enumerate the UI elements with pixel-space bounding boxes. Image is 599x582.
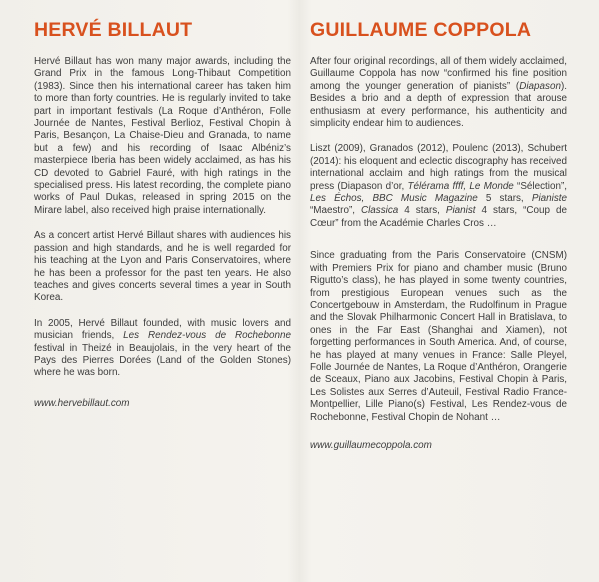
paragraph-text: In 2005, Hervé Billaut founded, with music lovers and musician friends, [34, 317, 291, 342]
press-name: Télérama ffff, Le Monde [407, 180, 514, 192]
guillaume-coppola-column [310, 18, 567, 452]
paragraph-text: 4 stars, [398, 205, 446, 217]
guillaume-coppola-bio-paragraph-1 [310, 56, 567, 130]
paragraph-text: 5 stars, [477, 193, 532, 205]
herve-billaut-website: www.hervebillaut.com [34, 397, 130, 409]
festival-name: Les Rendez-vous de Rochebonne [123, 330, 291, 342]
paragraph-text: Liszt (2009), Granados (2012), Poulenc (2013), Schubert (2014): his eloquent and eclectic discography has received international acclaim and high ratings from the musical press (Diapason d’or, [310, 143, 567, 192]
paragraph-text: festival in Theizé in Beaujolais, in the very heart of the Pays des Pierres Dorées (Land of the Golden Stones) where he was born. [34, 342, 291, 379]
paragraph-text: “Maestro”, [310, 205, 361, 217]
herve-billaut-bio-paragraph-2: As a concert artist Hervé Billaut shares with audiences his passion and high standards, and he is well regarded for his teaching at the Lyon and Paris Conservatoires, where he has been a professor for the past ten years. He also teaches and gives concerts several times a year in South Korea. [34, 230, 291, 304]
press-name: Classica [360, 205, 399, 217]
paragraph-text: “Sélection”, [513, 180, 567, 192]
press-name: Les Échos, BBC Music Magazine [310, 193, 478, 205]
herve-billaut-bio-paragraph-3 [34, 318, 291, 380]
magazine-name: Diapason [519, 80, 561, 92]
herve-billaut-column [34, 18, 291, 410]
paragraph-text: After four original recordings, all of them widely acclaimed, Guillaume Coppola has now “confirmed his fine position among the younger generation of pianists” ( [310, 56, 567, 92]
guillaume-coppola-bio-paragraph-2 [310, 143, 567, 230]
paragraph-text: ). Besides a brio and a depth of expression that arouse enthusiasm at every performance, his authenticity and simplicity endear him to audiences. [310, 80, 567, 130]
guillaume-coppola-heading: GUILLAUME COPPOLA [310, 19, 532, 41]
guillaume-coppola-website: www.guillaumecoppola.com [310, 439, 432, 451]
herve-billaut-heading: HERVÉ BILLAUT [34, 19, 193, 41]
herve-billaut-bio-paragraph-1: Hervé Billaut has won many major awards, including the Grand Prix in the famous Long-Thibaut Competition (1983). Since then his international career has taken him to more than forty countries. He is regularly invited to take part in important festivals (La Roque d’Anthéron, Folle Journée de Nantes, Festival Berlioz, Festival Chopin à Paris, Besançon, La Chaise-Dieu and Granada, to name but a few) and his recording of Isaac Albéniz’s masterpiece Iberia has been widely acclaimed, as has his CD devoted to Gabriel Fauré, with high ratings in the specialised press. His latest recording, the complete piano works of Paul Dukas, released in spring 2015 on the Mirare label, also received high praise internationally. [34, 56, 291, 216]
press-name: Pianiste [531, 193, 567, 205]
paragraph-text: 4 stars, “Coup de Cœur” from the Académie Charles Cros … [310, 205, 567, 229]
press-name: Pianist [445, 205, 476, 217]
guillaume-coppola-bio-paragraph-3: Since graduating from the Paris Conservatoire (CNSM) with Premiers Prix for piano and chamber music (Bruno Rigutto’s class), he has played in some twenty countries, from prestigious European venues such as the Concertgebouw in Amsterdam, the Rudolfinum in Prague and the Slovak Philharmonic Concert Hall in Bratislava, to ones in the Far East (Shanghai and Xiamen), not forgetting performances in South America. And, of course, he has played at many venues in France: Salle Pleyel, Folle Journée de Nantes, La Roque d’Anthéron, Orangerie de Sceaux, Piano aux Jacobins, Festival Chopin à Paris, Les Solistes aux Serres d’Auteuil, Festival Radio France-Montpellier, Lille Piano(s) Festival, Les Rendez-vous de Rochebonne, Festival Chopin de Nohant … [310, 250, 567, 423]
